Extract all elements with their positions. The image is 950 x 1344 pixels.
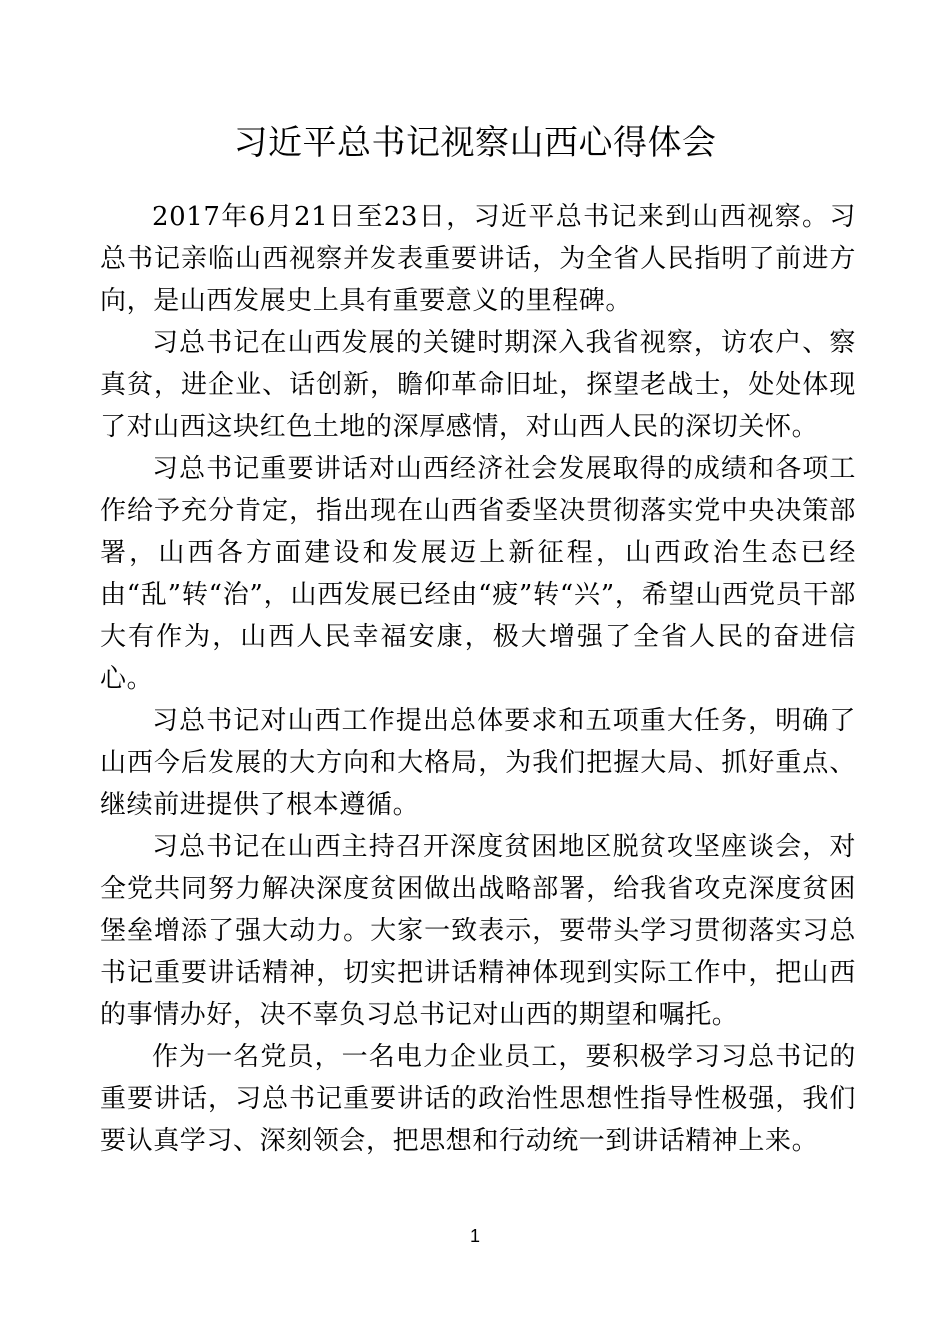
paragraph-4: 习总书记对山西工作提出总体要求和五项重大任务，明确了山西今后发展的大方向和大格局，为我们把握大局、抓好重点、继续前进提供了根本遵循。 xyxy=(100,706,856,820)
paragraph-2: 习总书记在山西发展的关键时期深入我省视察，访农户、察真贫，进企业、话创新，瞻仰革命旧址，探望老战士，处处体现了对山西这块红色土地的深厚感情，对山西人民的深切关怀。 xyxy=(100,328,856,442)
paragraph-1: 2017年6月21日至23日，习近平总书记来到山西视察。习总书记亲临山西视察并发表重要讲话，为全省人民指明了前进方向，是山西发展史上具有重要意义的里程碑。 xyxy=(100,202,856,316)
paragraph-3: 习总书记重要讲话对山西经济社会发展取得的成绩和各项工作给予充分肯定，指出现在山西省委坚决贯彻落实党中央决策部署，山西各方面建设和发展迈上新征程，山西政治生态已经由“乱”转“治”，山西发展已经由“疲”转“兴”，希望山西党员干部大有作为，山西人民幸福安康，极大增强了全省人民的奋进信心。 xyxy=(100,454,856,694)
paragraph-6: 作为一名党员，一名电力企业员工，要积极学习习总书记的重要讲话，习总书记重要讲话的政治性思想性指导性极强，我们要认真学习、深刻领会，把思想和行动统一到讲话精神上来。 xyxy=(100,1042,856,1156)
paragraph-5: 习总书记在山西主持召开深度贫困地区脱贫攻坚座谈会，对全党共同努力解决深度贫困做出战略部署，给我省攻克深度贫困堡垒增添了强大动力。大家一致表示，要带头学习贯彻落实习总书记重要讲话精神，切实把讲话精神体现到实际工作中，把山西的事情办好，决不辜负习总书记对山西的期望和嘱托。 xyxy=(100,832,856,1030)
document-body xyxy=(100,196,856,1162)
document-title: 习近平总书记视察山西心得体会 xyxy=(233,123,717,163)
page-number: 1 xyxy=(469,1226,480,1246)
